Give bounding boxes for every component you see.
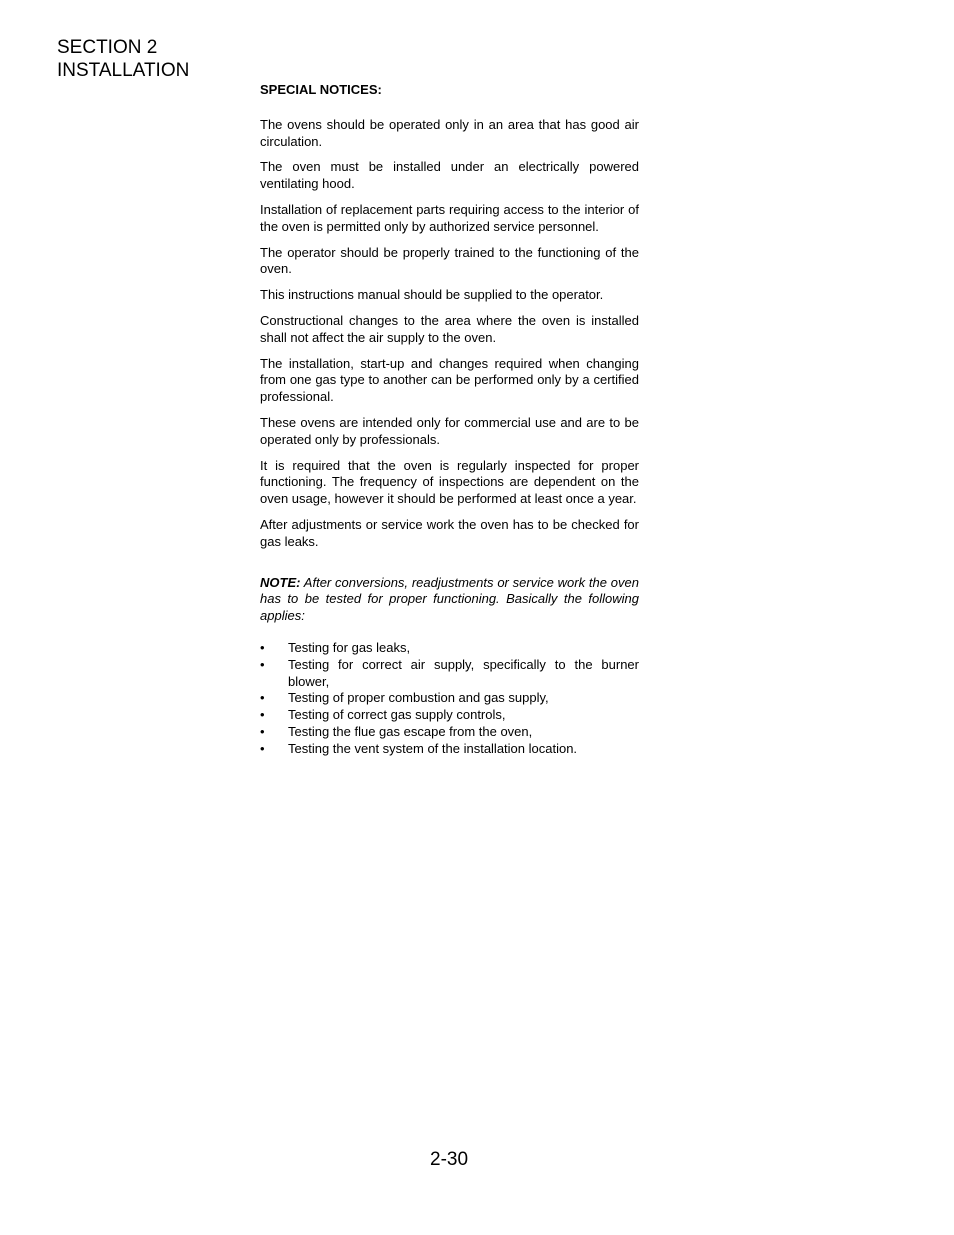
notice-paragraph: The oven must be installed under an electrically powered ventilating hood.	[260, 159, 639, 192]
list-item-text: Testing for correct air supply, specifically to the burner blower,	[288, 656, 639, 689]
note-text: After conversions, readjustments or service work the oven has to be tested for proper functioning. Basically the following applies:	[260, 574, 640, 624]
testing-checklist	[260, 640, 639, 758]
notice-paragraph: The installation, start-up and changes required when changing from one gas type to another can be performed only by a certified professional.	[260, 355, 639, 405]
list-item-text: Testing the flue gas escape from the oven,	[288, 723, 533, 739]
bullet-icon: •	[260, 707, 265, 723]
list-item	[260, 707, 639, 724]
list-item-text: Testing of correct gas supply controls,	[288, 707, 506, 723]
note-label: NOTE:	[260, 574, 301, 590]
section-title: INSTALLATION	[57, 60, 190, 81]
bullet-icon: •	[260, 740, 265, 756]
special-notices-content	[260, 82, 639, 758]
notice-paragraph: These ovens are intended only for commercial use and are to be operated only by professionals.	[260, 414, 639, 447]
notice-paragraph: Installation of replacement parts requiring access to the interior of the oven is permitted only by authorized service personnel.	[260, 201, 639, 234]
notice-paragraph: This instructions manual should be supplied to the operator.	[260, 287, 604, 303]
bullet-icon: •	[260, 639, 265, 655]
notice-paragraph: After adjustments or service work the oven has to be checked for gas leaks.	[260, 516, 639, 549]
bullet-icon: •	[260, 656, 265, 672]
notice-paragraph: It is required that the oven is regularly inspected for proper functioning. The frequency of inspections are dependent on the oven usage, however it should be performed at least once a year.	[260, 457, 639, 507]
list-item	[260, 690, 639, 707]
list-item-text: Testing the vent system of the installation location.	[288, 740, 578, 756]
page-number: 2-30	[430, 1149, 469, 1170]
notice-paragraph: The operator should be properly trained to the functioning of the oven.	[260, 244, 639, 277]
list-item	[260, 657, 639, 691]
special-notices-title: SPECIAL NOTICES:	[260, 82, 382, 97]
list-item	[260, 741, 639, 758]
list-item-text: Testing for gas leaks,	[288, 639, 411, 655]
list-item-text: Testing of proper combustion and gas supply,	[288, 690, 549, 706]
bullet-icon: •	[260, 723, 265, 739]
list-item	[260, 724, 639, 741]
note-paragraph	[260, 575, 639, 625]
section-header	[57, 36, 189, 82]
notice-paragraph: The ovens should be operated only in an area that has good air circulation.	[260, 116, 639, 149]
section-number: SECTION 2	[57, 37, 158, 58]
list-item	[260, 640, 639, 657]
notice-paragraph: Constructional changes to the area where the oven is installed shall not affect the air supply to the oven.	[260, 312, 639, 345]
bullet-icon: •	[260, 690, 265, 706]
